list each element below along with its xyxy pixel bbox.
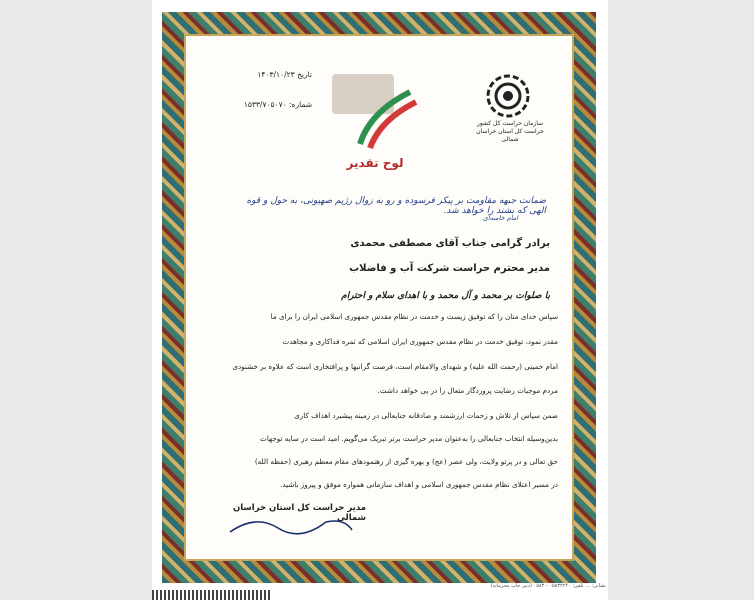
org-name-line1: سازمان حراست کل کشور <box>476 120 544 127</box>
greeting: با صلوات بر محمد و آل محمد و با اهدای سلام و احترام <box>341 291 550 301</box>
dedication-quote: ضمانت جبهه مقاومت بر پیکر فرسوده و رو به زوال رژیم صهیونی، به حول و قوه الهی که بشند را خواهد شد. <box>246 196 546 216</box>
organization-emblem <box>484 72 532 120</box>
body-line: امام خمینی (رحمت الله علیه) و شهدای والامقام است، فرصت گرانبها و پرافتخاری است که علاوه بر خشنودی <box>232 362 558 371</box>
flag-swoosh-logo <box>340 82 422 152</box>
signatory: مدیر حراست کل استان خراسان شمالی <box>232 503 366 523</box>
body-line: در مسیر اعتلای نظام مقدس جمهوری اسلامی و اهداف سازمانی همواره موفق و پیروز باشید. <box>280 480 558 489</box>
quote-attribution: امام خامنه‌ای <box>482 214 518 222</box>
recipient-name: برادر گرامی جناب آقای مصطفی محمدی <box>350 238 550 249</box>
letter-number: شماره: ۱۵۳۳/۷۰۵۰۷۰ <box>243 100 312 109</box>
body-line: مقدر نمود، توفیق خدمت در نظام مقدس جمهوری ایران اسلامی که ثمره فداکاری و مجاهدت <box>282 337 558 346</box>
letter-date: تاریخ ۱۴۰۳/۱۰/۲۳ <box>257 70 312 79</box>
org-name-line2: حراست کل استان خراسان شمالی <box>476 128 544 143</box>
body-line: سپاس خدای منان را که توفیق زیست و خدمت در نظام مقدس جمهوری اسلامی ایران را برای ما <box>270 312 558 321</box>
footer-note: نشانی: ... تلفن: ۰۵۸۳۲۲۴۰ - ۰۵۸۳ (دبیر جاپ محرمانه) <box>490 583 606 589</box>
body-line: مردم موجبات رضایت پروردگار متعال را در پی خواهد داشت. <box>377 386 558 395</box>
certificate-title: لوح تقدیر <box>346 156 404 170</box>
body-line: بدین‌وسیله انتخاب جنابعالی را به‌عنوان مدیر حراست برتر تبریک می‌گویم. امید است در سایه توجهات <box>260 434 558 443</box>
organization-name <box>470 120 550 144</box>
body-line: حق تعالی و در پرتو ولایت، ولی عصر (عج) و بهره گیری از رهنمودهای مقام معظم رهبری (حفظه الله) <box>254 457 558 466</box>
recipient-title: مدیر محترم حراست شرکت آب و فاضلاب <box>349 263 550 274</box>
body-line: ضمن سپاس از تلاش و زحمات ارزشمند و صادقانه جنابعالی در زمینه پیشبرد اهداف کاری <box>294 411 558 420</box>
scan-edge-strip <box>152 590 272 600</box>
handwritten-signature <box>226 512 356 538</box>
